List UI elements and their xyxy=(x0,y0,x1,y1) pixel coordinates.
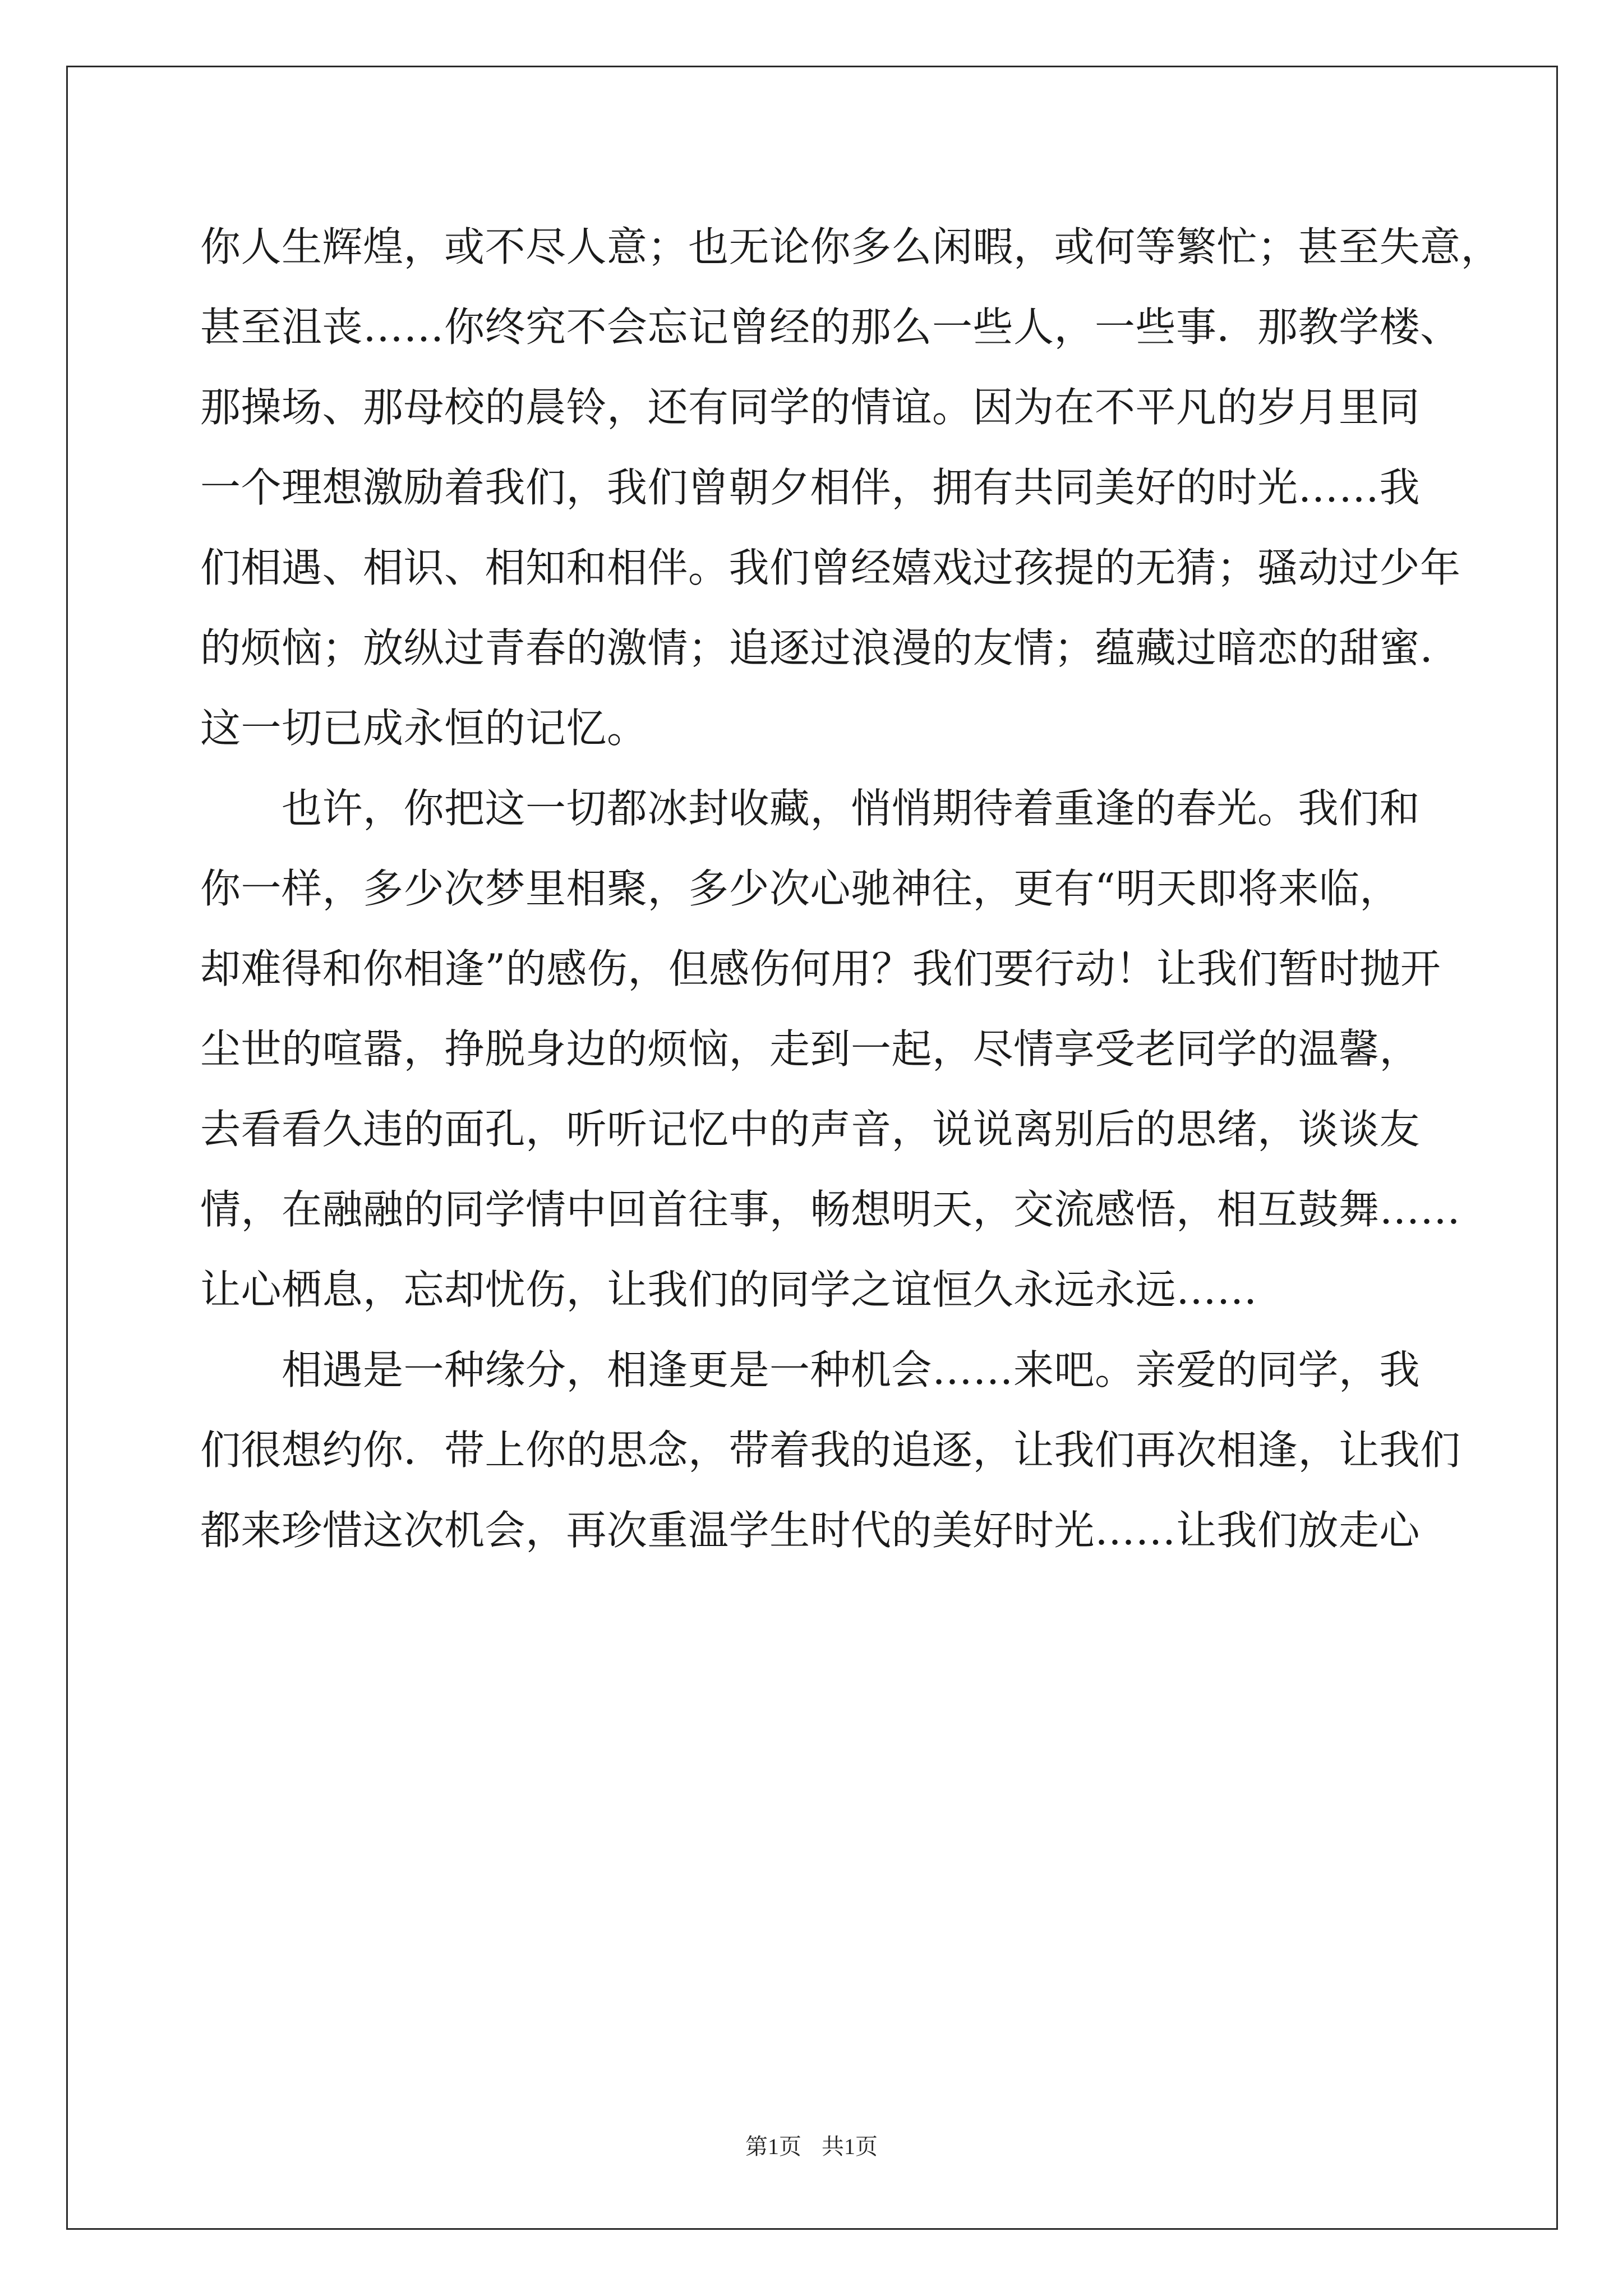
text-line: 们相遇、相识、相知和相伴。我们曾经嬉戏过孩提的无猜；骚动过少年 xyxy=(200,544,1461,591)
page-total: 共1页 xyxy=(822,2134,878,2159)
text-line: 去看看久违的面孔，听听记忆中的声音，说说离别后的思绪，谈谈友 xyxy=(200,1106,1421,1153)
text-line: 相遇是一种缘分，相逢更是一种机会……来吧。亲爱的同学，我 xyxy=(200,1346,1421,1393)
text-line: 一个理想激励着我们，我们曾朝夕相伴，拥有共同美好的时光……我 xyxy=(200,464,1421,511)
text-line: 情，在融融的同学情中回首往事，畅想明天，交流感悟，相互鼓舞…… xyxy=(200,1186,1461,1233)
text-line: 你一样，多少次梦里相聚，多少次心驰神往，更有“明天即将来临， xyxy=(200,865,1400,912)
text-line: 让心栖息，忘却忧伤，让我们的同学之谊恒久永远永远…… xyxy=(200,1266,1258,1313)
text-line: 的烦恼；放纵过青春的激情；追逐过浪漫的友情；蕴藏过暗恋的甜蜜． xyxy=(200,624,1461,671)
text-line: 也许，你把这一切都冰封收藏，悄悄期待着重逢的春光。我们和 xyxy=(200,785,1421,832)
text-line: 这一切已成永恒的记忆。 xyxy=(200,705,648,752)
text-line: 却难得和你相逢”的感伤，但感伤何用？我们要行动！让我们暂时抛开 xyxy=(200,945,1441,992)
page-number: 第1页 xyxy=(745,2134,801,2159)
text-line: 那操场、那母校的晨铃，还有同学的情谊。因为在不平凡的岁月里同 xyxy=(200,384,1421,431)
page-footer xyxy=(0,2129,1623,2161)
text-line: 你人生辉煌，或不尽人意；也无论你多么闲暇，或何等繁忙；甚至失意， xyxy=(200,223,1502,270)
text-line: 们很想约你．带上你的思念，带着我的追逐，让我们再次相逢，让我们 xyxy=(200,1427,1461,1474)
text-line: 尘世的喧嚣，挣脱身边的烦恼，走到一起，尽情享受老同学的温馨， xyxy=(200,1025,1421,1073)
text-line: 甚至沮丧……你终究不会忘记曾经的那么一些人，一些事．那教学楼、 xyxy=(200,303,1461,351)
text-line: 都来珍惜这次机会，再次重温学生时代的美好时光……让我们放走心 xyxy=(200,1507,1421,1554)
